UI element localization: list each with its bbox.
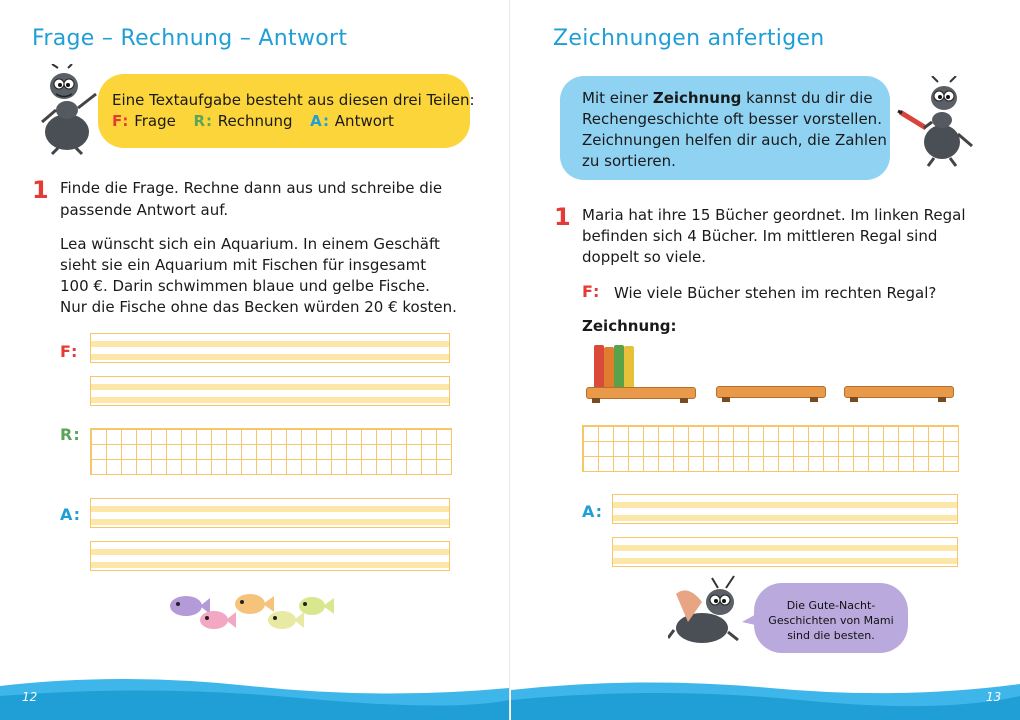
tag-f: F: bbox=[112, 112, 130, 130]
right-task-line-3: doppelt so viele. bbox=[582, 248, 706, 266]
tag-r: R: bbox=[193, 112, 213, 130]
frage-writing-lines-1[interactable] bbox=[90, 333, 450, 363]
info-line-1a: Mit einer bbox=[582, 89, 653, 107]
frage-writing-lines-2[interactable] bbox=[90, 376, 450, 406]
antwort-writing-lines-2[interactable] bbox=[90, 541, 450, 571]
book-yellow bbox=[624, 346, 634, 390]
drawing-label: Zeichnung: bbox=[582, 317, 677, 335]
legend-rechnung: Rechnung bbox=[217, 112, 293, 130]
speech-text bbox=[754, 598, 908, 643]
story-line-1: Lea wünscht sich ein Aquarium. In einem Geschäft bbox=[60, 235, 440, 253]
right-page-number: 13 bbox=[986, 690, 1002, 704]
right-antwort-lines-2[interactable] bbox=[612, 537, 958, 567]
book-green bbox=[614, 345, 624, 389]
right-page-title: Zeichnungen anfertigen bbox=[553, 26, 825, 51]
speech-line-1: Die Gute-Nacht- bbox=[786, 599, 876, 612]
right-antwort-lines-1[interactable] bbox=[612, 494, 958, 524]
speech-line-2: Geschichten von Mami bbox=[768, 614, 894, 627]
right-label-a: A: bbox=[582, 502, 604, 521]
story-line-3: 100 €. Darin schwimmen blaue und gelbe Fische. bbox=[60, 277, 430, 295]
right-task-number: 1 bbox=[554, 203, 571, 231]
task-number: 1 bbox=[32, 176, 49, 204]
legend-antwort: Antwort bbox=[334, 112, 394, 130]
rechnung-grid[interactable] bbox=[90, 428, 452, 475]
left-shelf-with-books bbox=[586, 343, 696, 407]
page-divider bbox=[509, 0, 510, 720]
antwort-writing-lines-1[interactable] bbox=[90, 498, 450, 528]
legend-frage: Frage bbox=[134, 112, 176, 130]
left-page-number: 12 bbox=[22, 690, 38, 704]
right-question: Wie viele Bücher stehen im rechten Regal? bbox=[614, 284, 937, 302]
label-a: A: bbox=[60, 505, 82, 524]
right-task-line-1: Maria hat ihre 15 Bücher geordnet. Im linken Regal bbox=[582, 206, 966, 224]
info-line-4: zu sortieren. bbox=[582, 152, 676, 170]
book-red bbox=[594, 345, 604, 389]
info-line-2: Rechengeschichte oft besser vorstellen. bbox=[582, 110, 882, 128]
info-line-1 bbox=[582, 88, 873, 109]
speech-line-3: sind die besten. bbox=[787, 629, 875, 642]
story-line-4: Nur die Fische ohne das Becken würden 20 € kosten. bbox=[60, 298, 457, 316]
right-shelf bbox=[844, 386, 954, 406]
story-line-2: sieht sie ein Aquarium mit Fischen für insgesamt bbox=[60, 256, 427, 274]
intro-text: Eine Textaufgabe besteht aus diesen drei Teilen: bbox=[112, 91, 475, 109]
info-line-3: Zeichnungen helfen dir auch, die Zahlen bbox=[582, 131, 887, 149]
info-keyword: Zeichnung bbox=[652, 89, 742, 107]
task-instruction-1: Finde die Frage. Rechne dann aus und schreibe die bbox=[60, 179, 443, 197]
book-orange bbox=[604, 347, 614, 391]
bottom-wave-decoration bbox=[0, 676, 1020, 720]
right-task-line-2: befinden sich 4 Bücher. Im mittleren Regal sind bbox=[582, 227, 938, 245]
left-page-title: Frage – Rechnung – Antwort bbox=[32, 26, 348, 51]
label-r: R: bbox=[60, 425, 81, 444]
intro-legend bbox=[112, 111, 394, 132]
ant-mascot-icon bbox=[34, 64, 100, 156]
reading-ant-icon bbox=[668, 574, 758, 646]
info-line-1c: kannst du dir die bbox=[741, 89, 873, 107]
drawing-grid[interactable] bbox=[582, 425, 959, 472]
middle-shelf bbox=[716, 386, 826, 406]
tag-a: A: bbox=[310, 112, 331, 130]
task-instruction-2: passende Antwort auf. bbox=[60, 201, 229, 219]
right-tag-f: F: bbox=[582, 282, 601, 301]
label-f: F: bbox=[60, 342, 79, 361]
fish-illustration-icon bbox=[164, 590, 336, 638]
ant-with-pencil-icon bbox=[896, 76, 978, 168]
